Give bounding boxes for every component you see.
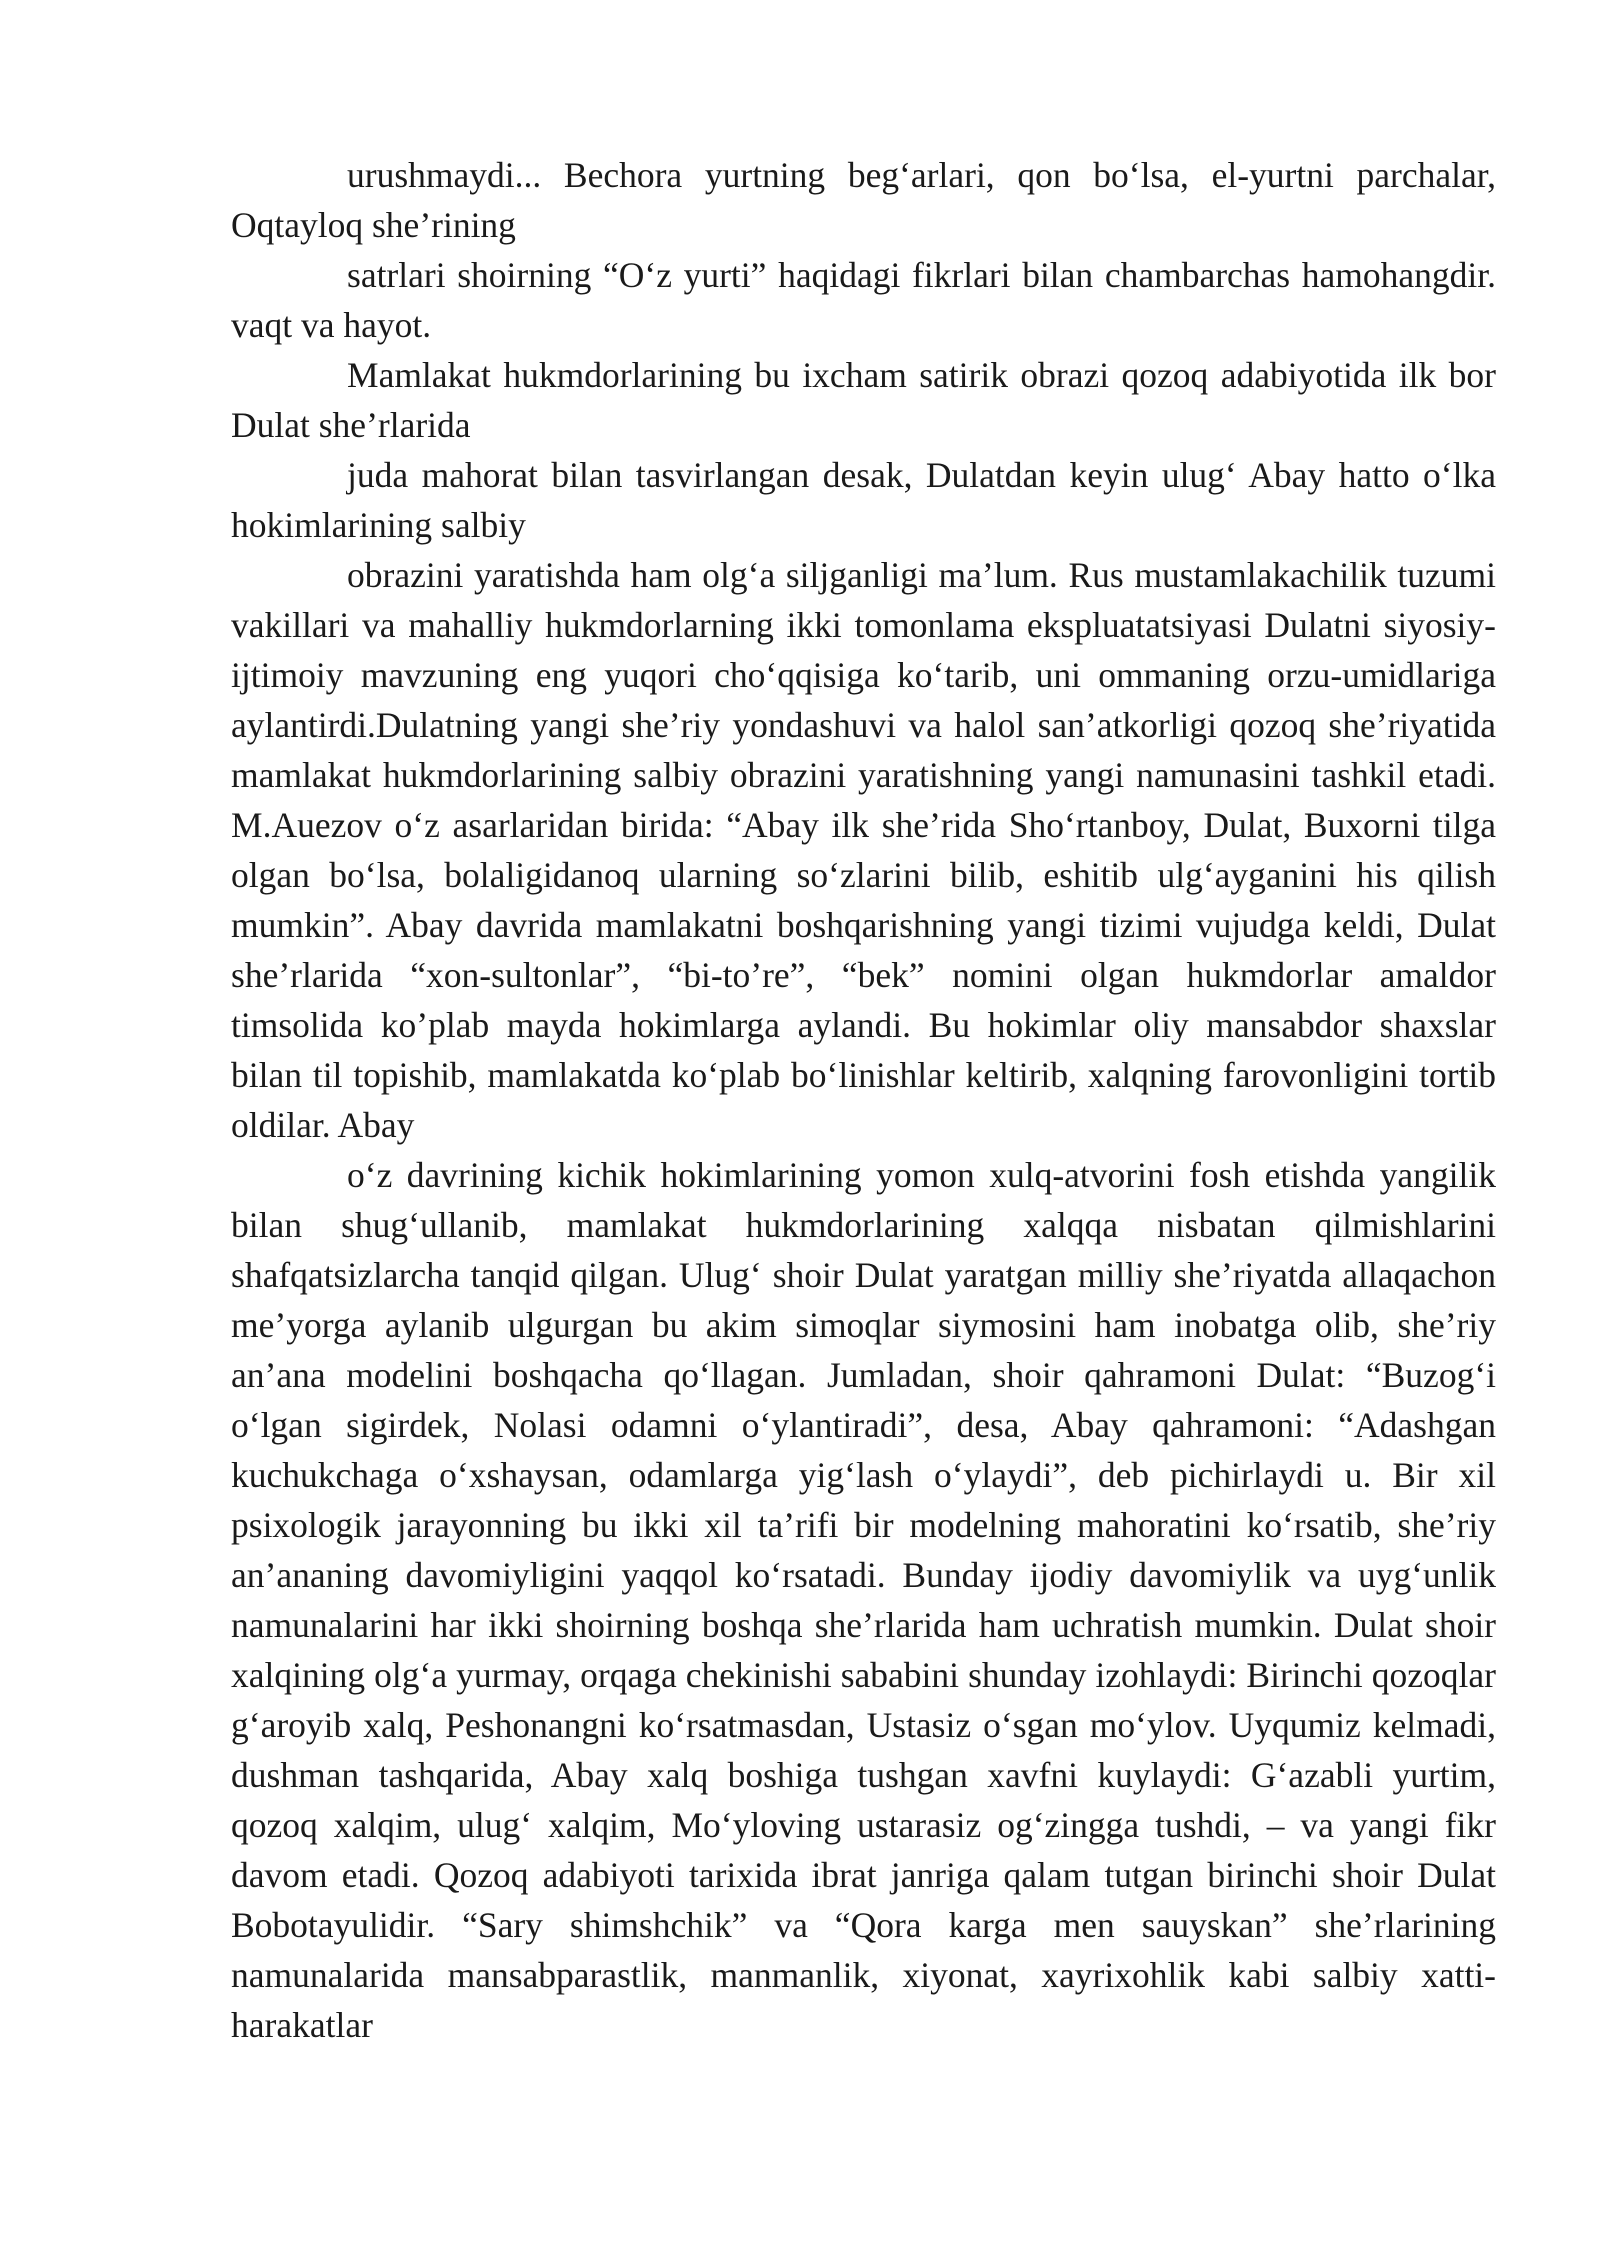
paragraph: Mamlakat hukmdorlarining bu ixcham satirik obrazi qozoq adabiyotida ilk bor Dulat she’rlarida bbox=[231, 355, 1496, 445]
paragraph: urushmaydi... Bechora yurtning beg‘arlari, qon bo‘lsa, el-yurtni parchalar, Oqtayloq she’rining bbox=[231, 155, 1496, 245]
document-page bbox=[231, 150, 1496, 2050]
paragraph: satrlari shoirning “O‘z yurti” haqidagi fikrlari bilan chambarchas hamohangdir. vaqt va hayot. bbox=[231, 255, 1496, 345]
paragraph: o‘z davrining kichik hokimlarining yomon xulq-atvorini fosh etishda yangilik bilan shug‘ullanib, mamlakat hukmdorlarining xalqqa nisbatan qilmishlarini shafqatsizlarcha tanqid qilgan. Ulug‘ shoir Dulat yaratgan milliy she’riyatda allaqachon me’yorga aylanib ulgurgan bu akim simoqlar siymosini ham inobatga olib, she’riy an’ana modelini boshqacha qo‘llagan. Jumladan, shoir qahramoni Dulat: “Buzog‘i o‘lgan sigirdek, Nolasi odamni o‘ylantiradi”, desa, Abay qahramoni: “Adashgan kuchukchaga o‘xshaysan, odamlarga yig‘lash o‘ylaydi”, deb pichirlaydi u. Bir xil psixologik jarayonning bu ikki xil ta’rifi bir modelning mahoratini ko‘rsatib, she’riy an’ananing davomiyligini yaqqol ko‘rsatadi. Bunday ijodiy davomiylik va uyg‘unlik namunalarini har ikki shoirning boshqa she’rlarida ham uchratish mumkin. Dulat shoir xalqining olg‘a yurmay, orqaga chekinishi sababini shunday izohlaydi: Birinchi qozoqlar g‘aroyib xalq, Peshonangni ko‘rsatmasdan, Ustasiz o‘sgan mo‘ylov. Uyqumiz kelmadi, dushman tashqarida, Abay xalq boshiga tushgan xavfni kuylaydi: G‘azabli yurtim, qozoq xalqim, ulug‘ xalqim, Mo‘yloving ustarasiz og‘zingga tushdi, – va yangi fikr davom etadi. Qozoq adabiyoti tarixida ibrat janriga qalam tutgan birinchi shoir Dulat Bobotayulidir. “Sary shimshchik” va “Qora karga men sauyskan” she’rlarining namunalarida mansabparastlik, manmanlik, xiyonat, xayrixohlik kabi salbiy xatti-harakatlar bbox=[231, 1155, 1496, 2045]
paragraph: obrazini yaratishda ham olg‘a siljganligi ma’lum. Rus mustamlakachilik tuzumi vakillari va mahalliy hukmdorlarning ikki tomonlama ekspluatatsiyasi Dulatni siyosiy-ijtimoiy mavzuning eng yuqori cho‘qqisiga ko‘tarib, uni ommaning orzu-umidlariga aylantirdi.Dulatning yangi she’riy yondashuvi va halol san’atkorligi qozoq she’riyatida mamlakat hukmdorlarining salbiy obrazini yaratishning yangi namunasini tashkil etadi. M.Auezov o‘z asarlaridan birida: “Abay ilk she’rida Sho‘rtanboy, Dulat, Buxorni tilga olgan bo‘lsa, bolaligidanoq ularning so‘zlarini bilib, eshitib ulg‘ayganini his qilish mumkin”. Abay davrida mamlakatni boshqarishning yangi tizimi vujudga keldi, Dulat she’rlarida “xon-sultonlar”, “bi-to’re”, “bek” nomini olgan hukmdorlar amaldor timsolida ko’plab mayda hokimlarga aylandi. Bu hokimlar oliy mansabdor shaxslar bilan til topishib, mamlakatda ko‘plab bo‘linishlar keltirib, xalqning farovonligini tortib oldilar. Abay bbox=[231, 555, 1496, 1145]
paragraph: juda mahorat bilan tasvirlangan desak, Dulatdan keyin ulug‘ Abay hatto o‘lka hokimlarining salbiy bbox=[231, 455, 1496, 545]
